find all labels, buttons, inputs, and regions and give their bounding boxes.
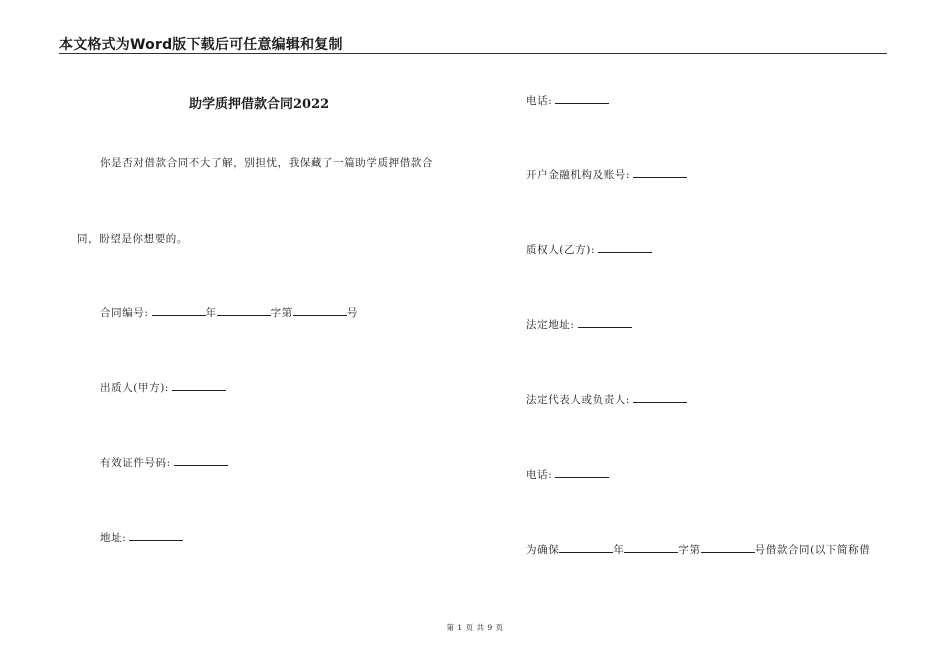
guarantee-line [526, 542, 870, 557]
legal-address-line [526, 317, 632, 332]
bank-account-label: 开户金融机构及账号: [526, 169, 631, 181]
intro-line-1: 你是否对借款合同不大了解，别担忧，我保藏了一篇助学质押借款合 [100, 157, 433, 169]
bank-account-blank[interactable] [633, 167, 687, 178]
contract-number-line [100, 305, 358, 320]
intro-line-2: 同，盼望是你想要的。 [77, 233, 188, 245]
guarantee-zidi-text: 字第 [678, 544, 701, 556]
page-indicator: 第 1 页 共 9 页 [446, 623, 504, 632]
guarantee-blank-2[interactable] [624, 542, 678, 553]
contract-number-blank-2[interactable] [217, 305, 271, 316]
address-line [100, 530, 183, 545]
legal-address-label: 法定地址: [526, 319, 575, 331]
address-label: 地址: [100, 532, 127, 544]
phone-line-1 [526, 93, 609, 108]
contract-zidi-text: 字第 [270, 307, 293, 319]
bank-account-line [526, 167, 687, 182]
guarantee-suffix: 号借款合同(以下简称借 [754, 544, 871, 556]
contract-number-label: 合同编号: [100, 307, 149, 319]
pledgor-line [100, 380, 226, 395]
document-title: 助学质押借款合同2022 [189, 97, 330, 112]
header-divider [59, 53, 887, 54]
pledgee-line [526, 242, 652, 257]
phone-label-1: 电话: [526, 95, 553, 107]
pledgee-label: 质权人(乙方): [526, 244, 596, 256]
contract-number-blank-3[interactable] [293, 305, 347, 316]
pledgor-label: 出质人(甲方): [100, 382, 170, 394]
guarantee-year-text: 年 [613, 544, 625, 556]
address-blank[interactable] [129, 530, 183, 541]
contract-hao-text: 号 [346, 307, 358, 319]
contract-number-blank-1[interactable] [152, 305, 206, 316]
phone-blank-1[interactable] [555, 93, 609, 104]
id-number-blank[interactable] [174, 455, 228, 466]
pledgor-blank[interactable] [172, 380, 226, 391]
document-banner: 本文格式为Word版下载后可任意编辑和复制 [59, 37, 343, 53]
legal-address-blank[interactable] [578, 317, 632, 328]
phone-label-2: 电话: [526, 469, 553, 481]
id-number-label: 有效证件号码: [100, 457, 171, 469]
phone-line-2 [526, 467, 609, 482]
guarantee-blank-3[interactable] [701, 542, 755, 553]
id-number-line [100, 455, 228, 470]
legal-rep-blank[interactable] [633, 392, 687, 403]
legal-rep-label: 法定代表人或负责人: [526, 394, 631, 406]
pledgee-blank[interactable] [598, 242, 652, 253]
contract-year-text: 年 [205, 307, 217, 319]
phone-blank-2[interactable] [555, 467, 609, 478]
guarantee-prefix: 为确保 [526, 544, 560, 556]
legal-rep-line [526, 392, 687, 407]
guarantee-blank-1[interactable] [559, 542, 613, 553]
